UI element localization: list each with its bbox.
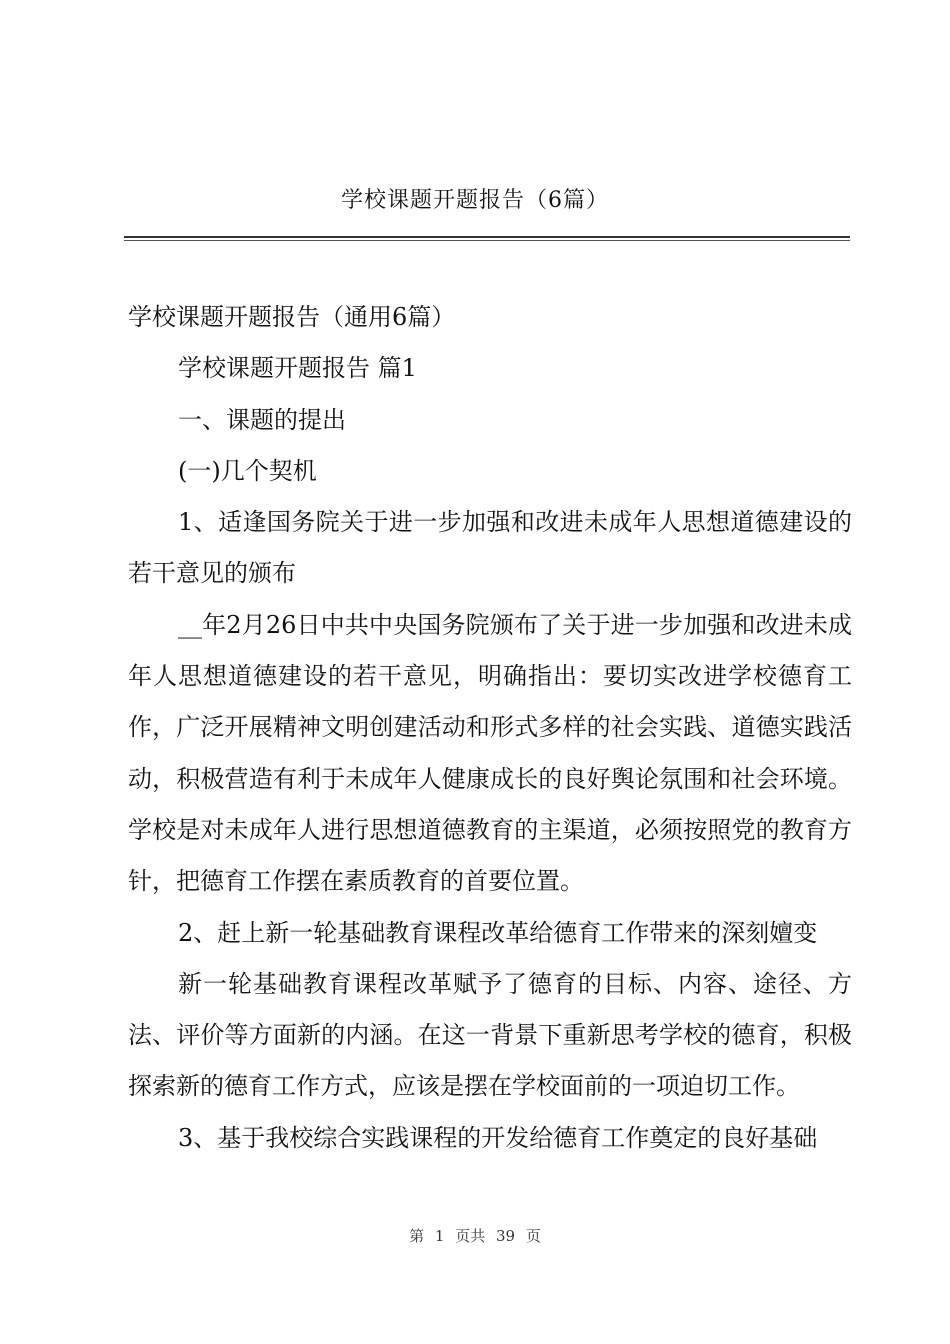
header-divider: [124, 236, 850, 238]
header-divider-thin: [124, 240, 850, 241]
document-body: [128, 292, 852, 1164]
page-header-title: 学校课题开题报告（6篇）: [341, 188, 609, 213]
subsection-heading: (一)几个契机: [178, 456, 317, 485]
list-item: 2、赶上新一轮基础教育课程改革给德育工作带来的深刻嬗变: [178, 918, 818, 947]
page-number: 第 1 页共 39 页: [409, 1227, 541, 1245]
section-heading: 一、课题的提出: [178, 405, 346, 434]
section-title: 学校课题开题报告 篇1: [178, 354, 417, 383]
list-item: 3、基于我校综合实践课程的开发给德育工作奠定的良好基础: [178, 1123, 818, 1152]
list-item: 1、适逢国务院关于进一步加强和改进未成年人思想道德建设的若干意见的颁布: [128, 508, 852, 588]
document-title: 学校课题开题报告（通用6篇）: [128, 303, 456, 331]
paragraph: __年2月26日中共中央国务院颁布了关于进一步加强和改进未成年人思想道德建设的若干意见，明确指出：要切实改进学校德育工作，广泛开展精神文明创建活动和形式多样的社会实践、道德实践活动，积极营造有利于未成年人健康成长的良好舆论氛围和社会环境。学校是对未成年人进行思想道德教育的主渠道，必须按照党的教育方针，把德育工作摆在素质教育的首要位置。: [128, 610, 852, 896]
paragraph: 新一轮基础教育课程改革赋予了德育的目标、内容、途径、方法、评价等方面新的内涵。在这一背景下重新思考学校的德育，积极探索新的德育工作方式，应该是摆在学校面前的一项迫切工作。: [128, 969, 852, 1101]
